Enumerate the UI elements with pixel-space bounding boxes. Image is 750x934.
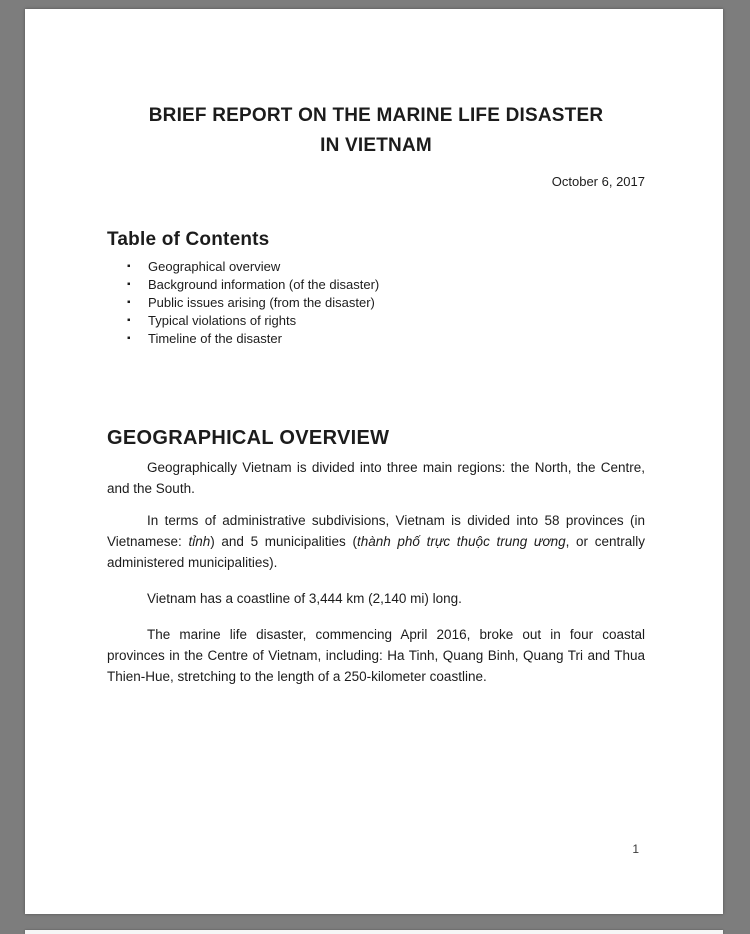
toc-item <box>107 330 645 348</box>
square-bullet-icon: ▪ <box>127 261 131 272</box>
report-title-line-2: IN VIETNAM <box>320 134 432 156</box>
paragraph-regions: Geographically Vietnam is divided into three main regions: the North, the Centre, and the South. <box>107 460 645 496</box>
section-heading-geographical-overview: GEOGRAPHICAL OVERVIEW <box>107 426 390 449</box>
report-title <box>107 101 645 161</box>
report-date: October 6, 2017 <box>551 174 645 189</box>
report-title-line-1: BRIEF REPORT ON THE MARINE LIFE DISASTER <box>148 104 604 126</box>
toc-item <box>107 258 645 276</box>
document-page-1 <box>25 9 723 914</box>
toc-item-label: Background information (of the disaster) <box>148 277 380 292</box>
toc-item-label: Geographical overview <box>148 259 281 274</box>
square-bullet-icon: ▪ <box>127 315 131 326</box>
paragraph-coastline: Vietnam has a coastline of 3,444 km (2,140 mi) long. <box>147 591 462 606</box>
toc-list <box>107 258 645 348</box>
toc-item <box>107 312 645 330</box>
paragraph-disaster: The marine life disaster, commencing April 2016, broke out in four coastal provinces in the Centre of Vietnam, including: Ha Tinh, Quang Binh, Quang Tri and Thua Thien-Hue, stretching to the length of a 250-kilometer coastline. <box>107 627 645 684</box>
page-number: 1 <box>632 842 639 856</box>
toc-item <box>107 276 645 294</box>
paragraph-subdivisions: In terms of administrative subdivisions, Vietnam is divided into 58 provinces (in Vietnamese: tỉnh) and 5 municipalities (thành phố trực thuộc trung ương, or centrally administered municipalities). <box>107 513 645 570</box>
square-bullet-icon: ▪ <box>127 297 131 308</box>
toc-item <box>107 294 645 312</box>
square-bullet-icon: ▪ <box>127 333 131 344</box>
toc-item-label: Typical violations of rights <box>148 313 297 328</box>
toc-heading: Table of Contents <box>107 228 270 250</box>
square-bullet-icon: ▪ <box>127 279 131 290</box>
toc-item-label: Public issues arising (from the disaster) <box>148 295 375 310</box>
next-page-top-edge <box>25 930 723 934</box>
toc-item-label: Timeline of the disaster <box>148 331 282 346</box>
